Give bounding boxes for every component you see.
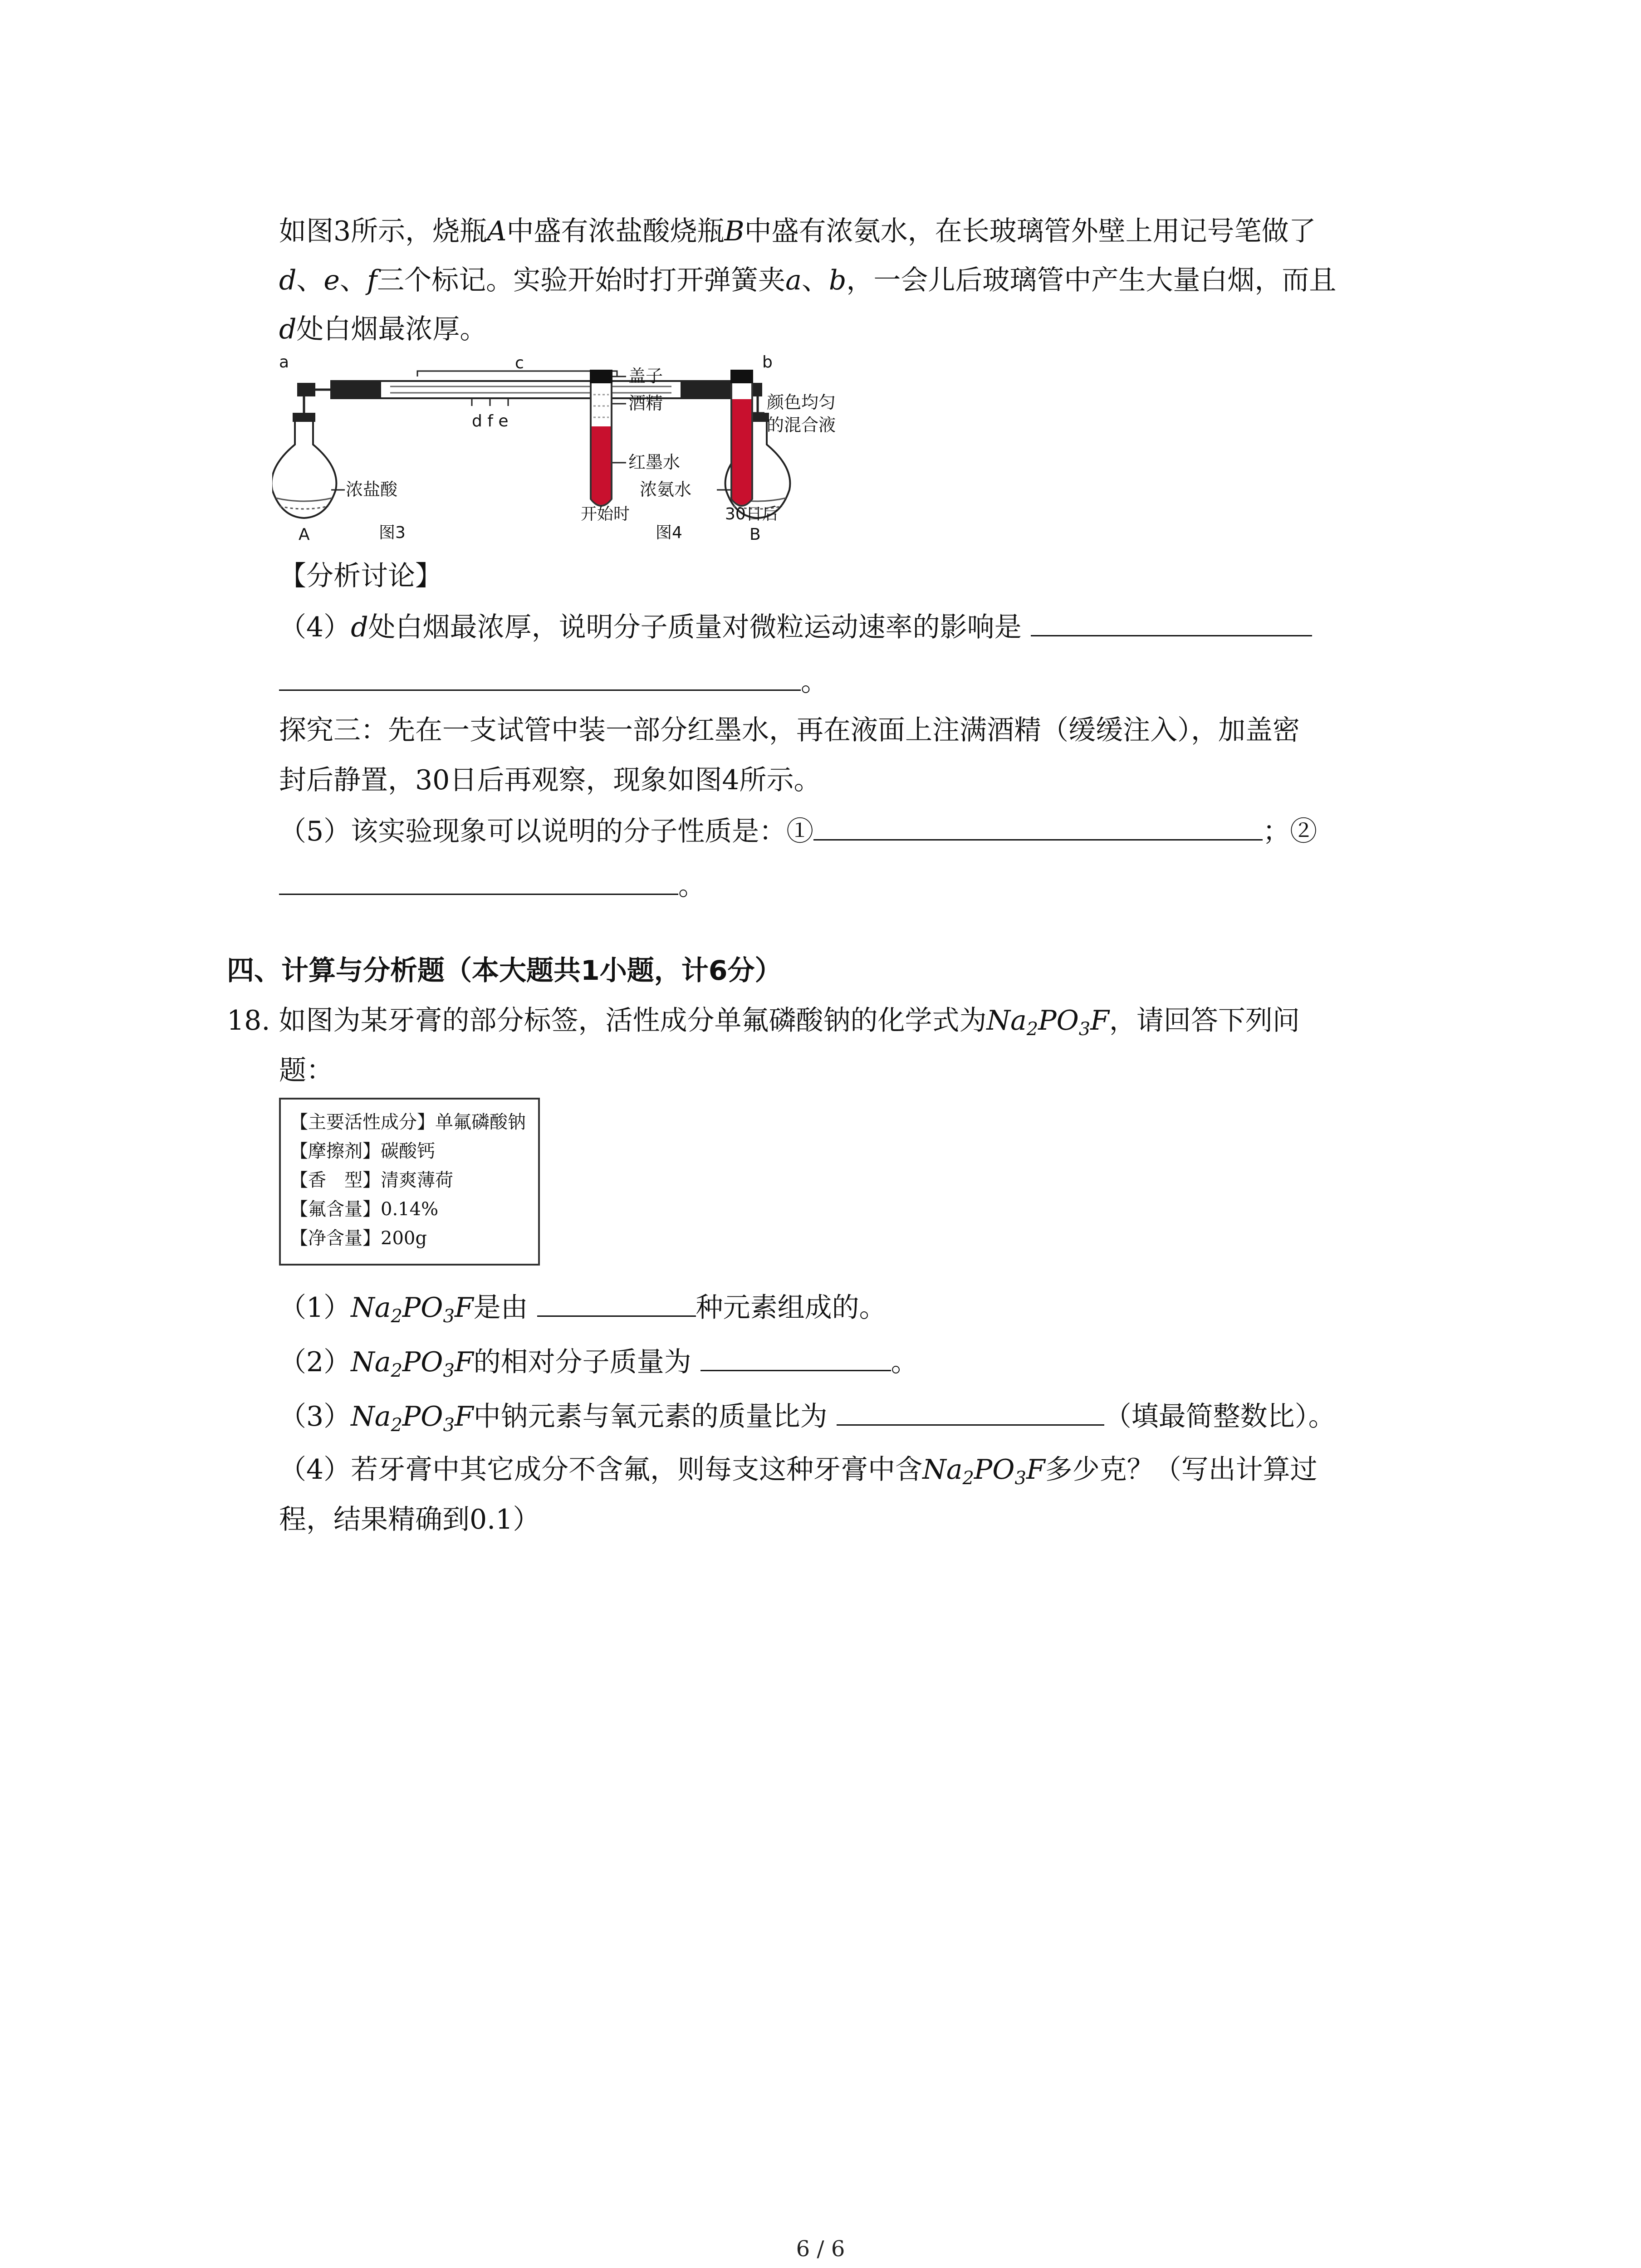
question-18-line-2: 题：	[279, 1055, 333, 1086]
question-4-cont: 。	[279, 662, 828, 700]
label-row-fluoride: 【氟含量】0.14%	[290, 1199, 439, 1220]
answer-blank-18-1[interactable]	[537, 1288, 696, 1317]
label-row-net: 【净含量】200g	[290, 1228, 427, 1249]
answer-blank-q5-1[interactable]	[813, 812, 1263, 841]
label-mix-1: 颜色均匀	[767, 392, 836, 412]
explore-3-line-1: 探究三：先在一支试管中装一部分红墨水，再在液面上注满酒精（缓缓注入），加盖密	[279, 714, 1300, 746]
toothpaste-label	[279, 1098, 540, 1266]
label-c: c	[515, 354, 524, 372]
question-18-2: $(2)Na_2PO_3F$的相对分子质量为 。	[279, 1343, 918, 1389]
question-18-4-line-1: （4）若牙膏中其它成分不含氟，则每支这种牙膏中含$Na_2PO_3F$多少克？（写出计算过	[279, 1454, 1318, 1489]
label-start: 开始时	[581, 505, 630, 523]
question-18-4-line-2: 程，结果精确到0.1）	[279, 1504, 540, 1535]
answer-blank-q4-a[interactable]	[1031, 608, 1312, 636]
label-acid: 浓盐酸	[346, 479, 398, 499]
label-red-ink: 红墨水	[628, 452, 681, 472]
page-number: 6 / 6	[796, 2236, 845, 2262]
label-mix-2: 的混合液	[767, 415, 836, 435]
section-4-heading: 四、计算与分析题（本大题共1小题，计6分）	[227, 955, 782, 987]
tube-plug-left	[331, 381, 381, 398]
question-5: （5）该实验现象可以说明的分子性质是：① ；②	[279, 812, 1317, 850]
label-after: 30日后	[725, 505, 779, 523]
figure-3-caption: 图3	[379, 523, 406, 542]
label-a: a	[279, 354, 289, 371]
label-dfe: d f e	[472, 412, 509, 430]
label-ammonia: 浓氨水	[640, 479, 692, 499]
figure-4-test-tubes	[581, 363, 862, 526]
flask-a	[272, 417, 336, 518]
analysis-heading: 【分析讨论】	[279, 560, 442, 592]
tube1-red-ink	[592, 426, 611, 505]
tube2-mixture	[732, 399, 751, 505]
question-18-1: $(1)Na_2PO_3F$是由 种元素组成的。	[279, 1288, 887, 1334]
label-flask-a: A	[299, 525, 310, 544]
question-18-3: $(3)Na_2PO_3F$中钠元素与氧元素的质量比为 （填最简整数比）。	[279, 1397, 1336, 1443]
label-lid: 盖子	[628, 366, 663, 386]
question-5-cont: 。	[279, 866, 705, 904]
answer-blank-q5-2[interactable]	[279, 866, 678, 895]
label-row-active: 【主要活性成分】单氟磷酸钠	[290, 1112, 526, 1133]
label-row-flavor: 【香 型】清爽薄荷	[290, 1170, 453, 1191]
answer-blank-q4-b[interactable]	[279, 662, 801, 691]
label-alcohol: 酒精	[628, 393, 663, 413]
label-flask-b: B	[749, 525, 761, 544]
tube2-lid	[730, 370, 753, 383]
intro-line-2: d、e、f三个标记。实验开始时打开弹簧夹a、b，一会儿后玻璃管中产生大量白烟，而且	[279, 264, 1337, 296]
intro-line-1: 如图3所示，烧瓶A中盛有浓盐酸烧瓶B中盛有浓氨水，在长玻璃管外壁上用记号笔做了	[279, 215, 1316, 247]
figure-4-caption: 图4	[656, 523, 682, 542]
tube1-lid	[590, 370, 612, 383]
answer-blank-18-3[interactable]	[837, 1397, 1104, 1426]
question-4: （4）d处白烟最浓厚，说明分子质量对微粒运动速率的影响是	[279, 608, 1312, 645]
explore-3-line-2: 封后静置，30日后再观察，现象如图4所示。	[279, 764, 821, 796]
intro-line-3: d处白烟最浓厚。	[279, 313, 487, 345]
label-row-abrasive: 【摩擦剂】碳酸钙	[290, 1141, 435, 1162]
label-b: b	[762, 354, 773, 371]
question-18-line-1: 18. 如图为某牙膏的部分标签，活性成分单氟磷酸钠的化学式为$Na_2PO_3F$，请回答下列问	[227, 1005, 1300, 1040]
answer-blank-18-2[interactable]	[700, 1343, 891, 1371]
